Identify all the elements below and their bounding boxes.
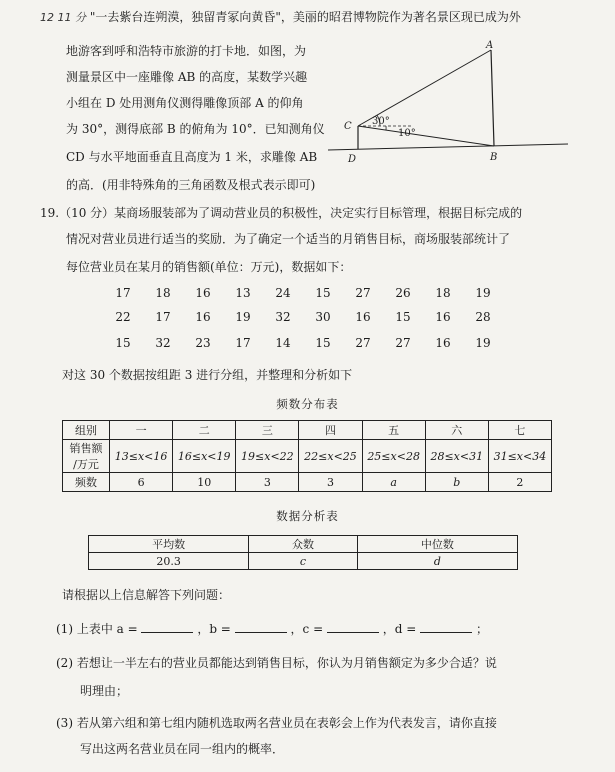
data-cell: 17 — [155, 310, 171, 324]
handwritten-score: 12 11 分 — [40, 11, 86, 24]
answer-blank-a[interactable] — [141, 621, 193, 633]
sightline-CA — [358, 50, 491, 126]
q1-end: ； — [476, 622, 489, 636]
answer-blank-b[interactable] — [235, 621, 287, 633]
problem19-line1: 19.（10 分）某商场服装部为了调动营业员的积极性，决定实行目标管理，根据目标完成的 — [40, 206, 523, 220]
geometry-figure — [328, 40, 568, 170]
freq-range-cell: 25≤x<28 — [362, 440, 425, 473]
data-cell: 16 — [435, 310, 451, 324]
data-cell: 15 — [115, 336, 131, 350]
data-cell: 18 — [435, 286, 451, 300]
data-cell: 32 — [155, 336, 171, 350]
data-cell: 15 — [395, 310, 411, 324]
freq-range-cell: 16≤x<19 — [173, 440, 236, 473]
freq-group-cell: 一 — [110, 421, 173, 440]
label-D: D — [348, 154, 357, 165]
data-cell: 17 — [115, 286, 131, 300]
problem18-line1 — [40, 8, 521, 25]
questions-prompt: 请根据以上信息解答下列问题： — [62, 588, 231, 602]
analysis-table-caption: 数据分析表 — [276, 509, 339, 523]
freq-range-cell: 31≤x<34 — [488, 440, 551, 473]
freq-count-cell: 3 — [236, 473, 299, 492]
freq-count-cell: a — [362, 473, 425, 492]
freq-header-count: 频数 — [63, 473, 110, 492]
freq-range-cell: 13≤x<16 — [110, 440, 173, 473]
problem18-line2: 地游客到呼和浩特市旅游的打卡地．如图，为 — [66, 44, 307, 58]
freq-row-group — [63, 421, 552, 440]
freq-header-sales-line2: /万元 — [73, 458, 99, 471]
freq-group-cell: 七 — [488, 421, 551, 440]
analysis-header-row — [89, 536, 518, 553]
problem19-line2: 情况对营业员进行适当的奖励．为了确定一个适当的月销售目标，商场服装部统计了 — [66, 232, 511, 246]
freq-group-cell: 五 — [362, 421, 425, 440]
grouping-text: 对这 30 个数据按组距 3 进行分组，并整理和分析如下 — [62, 368, 353, 382]
label-A: A — [486, 40, 494, 51]
data-cell: 22 — [115, 310, 131, 324]
freq-range-cell: 28≤x<31 — [425, 440, 488, 473]
analysis-header-mode: 众数 — [249, 536, 357, 553]
data-cell: 26 — [395, 286, 411, 300]
sightline-CB — [358, 126, 494, 146]
data-cell: 16 — [195, 286, 211, 300]
data-cell: 27 — [355, 336, 371, 350]
freq-count-cell: 10 — [173, 473, 236, 492]
data-cell: 16 — [435, 336, 451, 350]
q1-b-label: ，b = — [197, 622, 231, 636]
answer-blank-d[interactable] — [420, 621, 472, 633]
freq-group-cell: 三 — [236, 421, 299, 440]
freq-range-cell: 19≤x<22 — [236, 440, 299, 473]
data-cell: 15 — [315, 286, 331, 300]
freq-count-cell: b — [425, 473, 488, 492]
q1-d-label: ，d = — [382, 622, 417, 636]
ground-line — [328, 144, 568, 150]
data-cell: 16 — [195, 310, 211, 324]
frequency-table — [62, 420, 552, 492]
data-cell: 28 — [475, 310, 491, 324]
freq-group-cell: 四 — [299, 421, 362, 440]
data-cell: 18 — [155, 286, 171, 300]
angle-10-label: 10° — [398, 128, 416, 139]
segment-AB — [491, 50, 494, 146]
freq-count-cell: 2 — [488, 473, 551, 492]
freq-header-sales — [63, 440, 110, 473]
freq-group-cell: 二 — [173, 421, 236, 440]
problem18-line7: 的高．(用非特殊角的三角函数及根式表示即可) — [66, 178, 316, 192]
data-cell: 23 — [195, 336, 211, 350]
question-1 — [56, 620, 488, 637]
freq-row-range — [63, 440, 552, 473]
freq-range-cell: 22≤x<25 — [299, 440, 362, 473]
analysis-value-median: d — [357, 553, 517, 570]
data-cell: 27 — [395, 336, 411, 350]
freq-count-cell: 6 — [110, 473, 173, 492]
angle-30-label: 30° — [372, 116, 390, 127]
data-cell: 24 — [275, 286, 291, 300]
problem18-line3: 测量景区中一座雕像 AB 的高度，某数学兴趣 — [66, 70, 308, 84]
data-row-2 — [108, 310, 508, 328]
data-cell: 13 — [235, 286, 251, 300]
data-cell: 15 — [315, 336, 331, 350]
question-3-line2: 写出这两名营业员在同一组内的概率． — [80, 742, 285, 756]
freq-count-cell: 3 — [299, 473, 362, 492]
data-cell: 14 — [275, 336, 291, 350]
data-cell: 19 — [475, 286, 491, 300]
question-2-line2: 明理由； — [80, 684, 129, 698]
freq-header-sales-line1: 销售额 — [69, 442, 103, 455]
analysis-table — [88, 535, 518, 570]
question-2-line1: (2) 若想让一半左右的营业员都能达到销售目标，你认为月销售额定为多少合适？说 — [56, 656, 497, 670]
data-row-3 — [108, 336, 508, 354]
data-cell: 19 — [235, 310, 251, 324]
q1-prefix: (1) 上表中 a = — [56, 622, 138, 636]
freq-row-count — [63, 473, 552, 492]
analysis-value-mode: c — [249, 553, 357, 570]
data-cell: 17 — [235, 336, 251, 350]
data-row-1 — [108, 286, 508, 304]
data-cell: 19 — [475, 336, 491, 350]
problem18-line4: 小组在 D 处用测角仪测得雕像顶部 A 的仰角 — [66, 96, 304, 110]
problem19-line3: 每位营业员在某月的销售额(单位：万元)，数据如下： — [66, 260, 352, 274]
label-C: C — [344, 121, 352, 132]
analysis-value-mean: 20.3 — [89, 553, 249, 570]
q1-c-label: ，c = — [290, 622, 324, 636]
question-3-line1: (3) 若从第六组和第七组内随机选取两名营业员在表彰会上作为代表发言，请你直接 — [56, 716, 497, 730]
data-cell: 16 — [355, 310, 371, 324]
freq-group-cell: 六 — [425, 421, 488, 440]
analysis-value-row — [89, 553, 518, 570]
data-cell: 30 — [315, 310, 331, 324]
data-cell: 27 — [355, 286, 371, 300]
data-cell: 32 — [275, 310, 291, 324]
problem18-line1-text: "一去紫台连朔漠，独留青冢向黄昏"，美丽的昭君博物院作为著名景区现已成为外 — [89, 10, 521, 24]
analysis-header-median: 中位数 — [357, 536, 517, 553]
analysis-header-mean: 平均数 — [89, 536, 249, 553]
label-B: B — [490, 152, 498, 163]
answer-blank-c[interactable] — [327, 621, 379, 633]
problem18-line6: CD 与水平地面垂直且高度为 1 米，求雕像 AB — [66, 150, 318, 164]
problem18-line5: 为 30°，测得底部 B 的俯角为 10°．已知测角仪 — [66, 122, 325, 136]
freq-header-group: 组别 — [63, 421, 110, 440]
freq-table-caption: 频数分布表 — [276, 397, 339, 411]
